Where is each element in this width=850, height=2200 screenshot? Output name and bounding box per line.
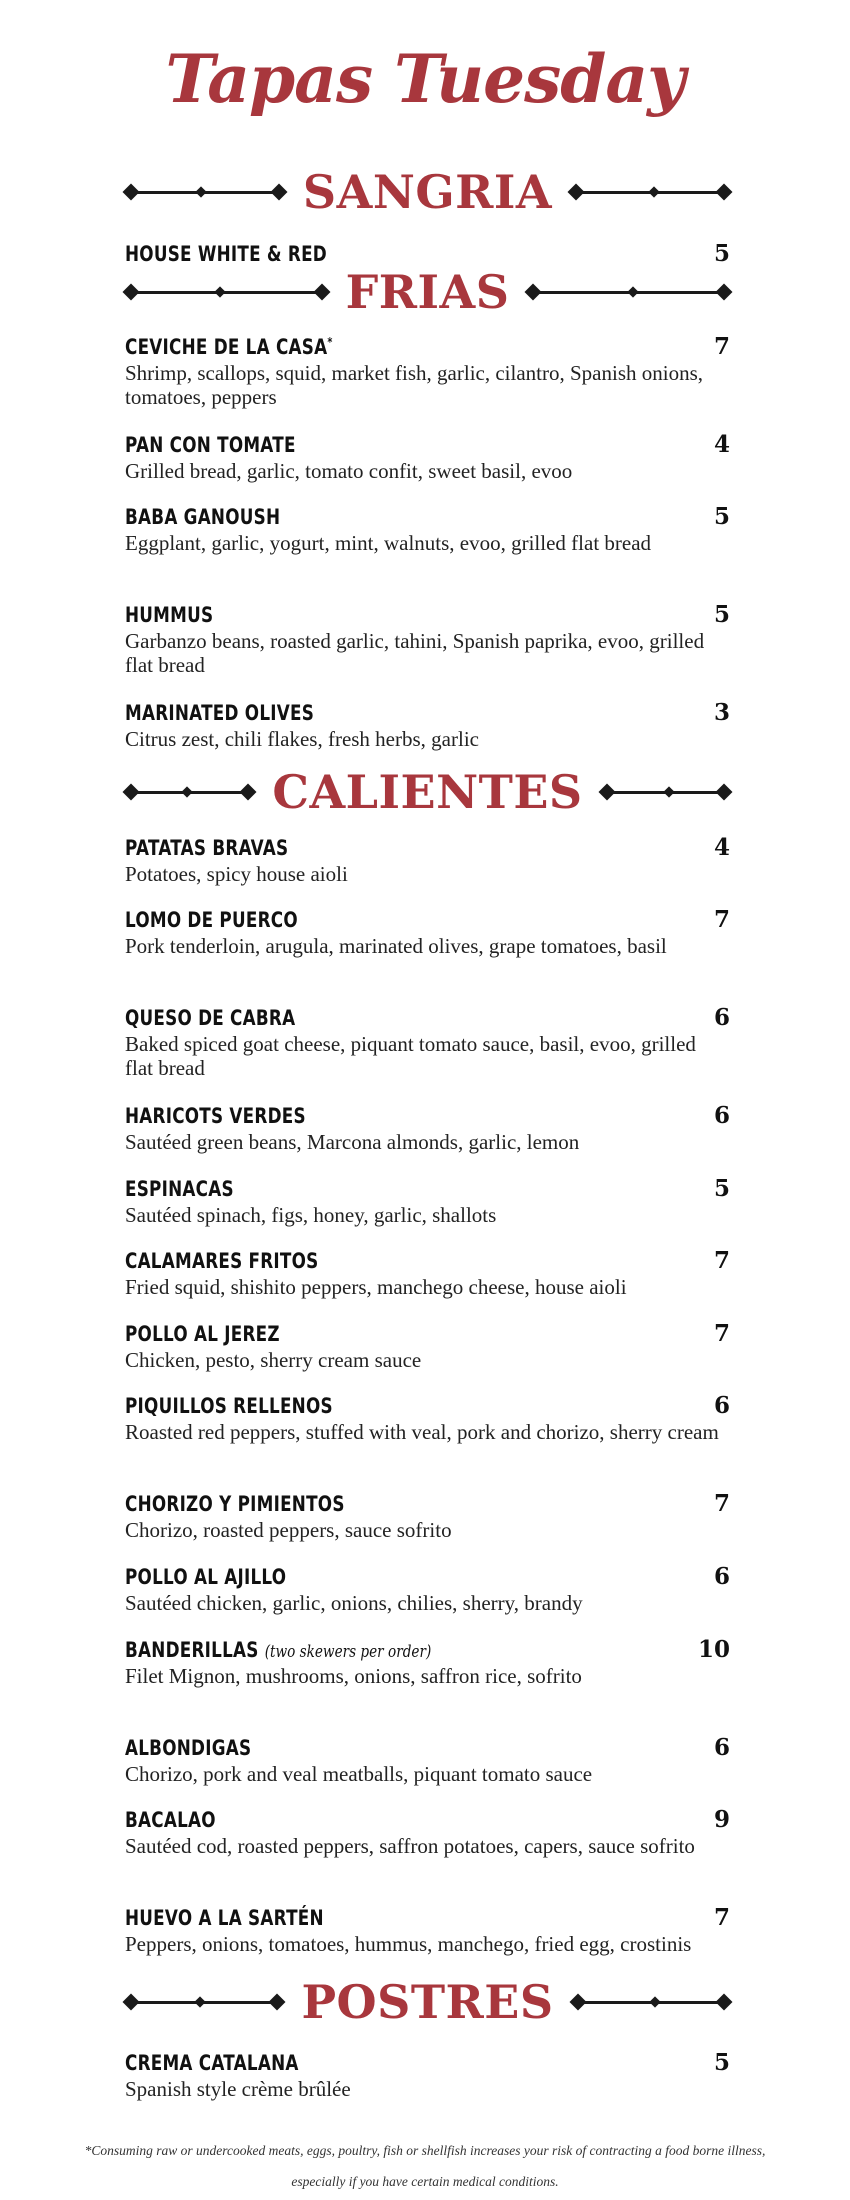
item-description: Citrus zest, chili flakes, fresh herbs, garlic	[125, 727, 479, 751]
item-name: HUMMUS	[125, 603, 214, 627]
item-name: PAN CON TOMATE	[125, 433, 296, 457]
divider-ornament	[527, 282, 730, 302]
menu-item-albondigas	[125, 1734, 730, 1786]
menu-item-huevo-a-la-sarten	[125, 1904, 730, 1956]
menu-item-espinacas	[125, 1175, 730, 1227]
item-price: 5	[713, 1175, 730, 1202]
divider-ornament	[125, 1992, 283, 2012]
item-name: HUEVO A LA SARTÉN	[125, 1906, 324, 1930]
item-name: BANDERILLAS (two skewers per order)	[125, 1638, 432, 1662]
item-description: Shrimp, scallops, squid, market fish, garlic, cilantro, Spanish onions, tomatoes, peppers	[125, 361, 704, 409]
item-description: Filet Mignon, mushrooms, onions, saffron rice, sofrito	[125, 1664, 582, 1688]
item-name: ALBONDIGAS	[125, 1736, 252, 1760]
item-description: Eggplant, garlic, yogurt, mint, walnuts, evoo, grilled flat bread	[125, 531, 652, 555]
item-name: POLLO AL JEREZ	[125, 1322, 280, 1346]
item-description: Potatoes, spicy house aioli	[125, 862, 348, 886]
item-name: PATATAS BRAVAS	[125, 836, 289, 860]
section-title-sangria: SANGRIA	[302, 165, 553, 219]
raw-warning-mark: *	[327, 335, 333, 349]
item-price: 5	[713, 2049, 730, 2076]
item-price: 5	[713, 503, 730, 530]
item-name: QUESO DE CABRA	[125, 1006, 296, 1030]
item-description: Spanish style crème brûlée	[125, 2077, 351, 2101]
item-price: 6	[713, 1563, 730, 1590]
item-name: BACALAO	[125, 1808, 216, 1832]
menu-item-chorizo-y-pimientos	[125, 1490, 730, 1542]
menu-item-marinated-olives	[125, 699, 730, 751]
item-name: CALAMARES FRITOS	[125, 1249, 319, 1273]
item-description: Peppers, onions, tomatoes, hummus, manchego, fried egg, crostinis	[125, 1932, 692, 1956]
item-name: HARICOTS VERDES	[125, 1104, 306, 1128]
section-title-calientes: CALIENTES	[272, 765, 583, 819]
menu-item-queso-de-cabra	[125, 1004, 730, 1080]
item-description: Fried squid, shishito peppers, manchego cheese, house aioli	[125, 1275, 627, 1299]
menu-item-lomo-de-puerco	[125, 906, 730, 958]
menu-item-pollo-al-jerez	[125, 1320, 730, 1372]
item-description: Sautéed chicken, garlic, onions, chilies, sherry, brandy	[125, 1591, 583, 1615]
item-price: 4	[713, 431, 730, 458]
item-price: 7	[713, 1247, 730, 1274]
item-price: 7	[713, 1904, 730, 1931]
menu-item-pollo-al-ajillo	[125, 1563, 730, 1615]
section-header-postres	[125, 1972, 730, 2032]
section-header-calientes	[125, 762, 730, 822]
item-price: 3	[713, 699, 730, 726]
item-name: PIQUILLOS RELLENOS	[125, 1394, 333, 1418]
divider-ornament	[570, 182, 730, 202]
menu-item-piquillos-rellenos	[125, 1392, 730, 1444]
item-price: 6	[713, 1102, 730, 1129]
menu-item-haricots-verdes	[125, 1102, 730, 1154]
item-name: ESPINACAS	[125, 1177, 234, 1201]
divider-ornament	[601, 782, 730, 802]
item-name: BABA GANOUSH	[125, 505, 281, 529]
item-price: 5	[713, 601, 730, 628]
item-price: 7	[713, 333, 730, 360]
item-description: Baked spiced goat cheese, piquant tomato sauce, basil, evoo, grilled flat bread	[125, 1032, 696, 1080]
divider-ornament	[125, 282, 328, 302]
item-description: Roasted red peppers, stuffed with veal, pork and chorizo, sherry cream	[125, 1420, 719, 1444]
item-name: MARINATED OLIVES	[125, 701, 315, 725]
section-header-frias	[125, 262, 730, 322]
item-price: 10	[697, 1636, 730, 1663]
item-price: 5	[713, 240, 730, 267]
menu-item-baba-ganoush	[125, 503, 730, 555]
menu-item-calamares-fritos	[125, 1247, 730, 1299]
item-description: Chorizo, roasted peppers, sauce sofrito	[125, 1518, 452, 1542]
item-description: Pork tenderloin, arugula, marinated olives, grape tomatoes, basil	[125, 934, 667, 958]
section-header-sangria	[125, 162, 730, 222]
divider-ornament	[572, 1992, 730, 2012]
menu-item-pan-con-tomate	[125, 431, 730, 483]
item-price: 6	[713, 1392, 730, 1419]
item-price: 9	[713, 1806, 730, 1833]
item-description: Sautéed spinach, figs, honey, garlic, shallots	[125, 1203, 497, 1227]
menu-title: Tapas Tuesday	[165, 40, 685, 118]
item-name: CHORIZO Y PIMIENTOS	[125, 1492, 345, 1516]
item-name: POLLO AL AJILLO	[125, 1565, 287, 1589]
footnote-line: especially if you have certain medical conditions.	[291, 2174, 559, 2189]
item-description: Sautéed cod, roasted peppers, saffron potatoes, capers, sauce sofrito	[125, 1834, 695, 1858]
divider-ornament	[125, 782, 254, 802]
menu-item-hummus	[125, 601, 730, 677]
item-description: Grilled bread, garlic, tomato confit, sweet basil, evoo	[125, 459, 573, 483]
item-name: LOMO DE PUERCO	[125, 908, 298, 932]
item-price: 4	[713, 834, 730, 861]
item-price: 6	[713, 1004, 730, 1031]
menu-item-ceviche	[125, 333, 730, 409]
item-name: CEVICHE DE LA CASA*	[125, 335, 333, 359]
food-safety-footnote	[60, 2135, 790, 2197]
item-price: 7	[713, 1490, 730, 1517]
item-description: Chicken, pesto, sherry cream sauce	[125, 1348, 422, 1372]
menu-item-bacalao	[125, 1806, 730, 1858]
item-description: Garbanzo beans, roasted garlic, tahini, Spanish paprika, evoo, grilled flat bread	[125, 629, 705, 677]
item-name: CREMA CATALANA	[125, 2051, 299, 2075]
section-title-frias: FRIAS	[345, 265, 510, 319]
section-title-postres: POSTRES	[301, 1975, 554, 2029]
item-note: (two skewers per order)	[264, 1642, 432, 1662]
footnote-line: *Consuming raw or undercooked meats, eggs, poultry, fish or shellfish increases your risk of contracting a food borne illness,	[84, 2143, 766, 2158]
item-price: 7	[713, 906, 730, 933]
divider-ornament	[125, 182, 285, 202]
menu-item-crema-catalana	[125, 2049, 730, 2101]
item-name: HOUSE WHITE & RED	[125, 242, 327, 266]
item-price: 6	[713, 1734, 730, 1761]
item-description: Sautéed green beans, Marcona almonds, garlic, lemon	[125, 1130, 580, 1154]
item-description: Chorizo, pork and veal meatballs, piquant tomato sauce	[125, 1762, 593, 1786]
menu-item-patatas-bravas	[125, 834, 730, 886]
menu-item-banderillas	[125, 1636, 730, 1688]
item-price: 7	[713, 1320, 730, 1347]
